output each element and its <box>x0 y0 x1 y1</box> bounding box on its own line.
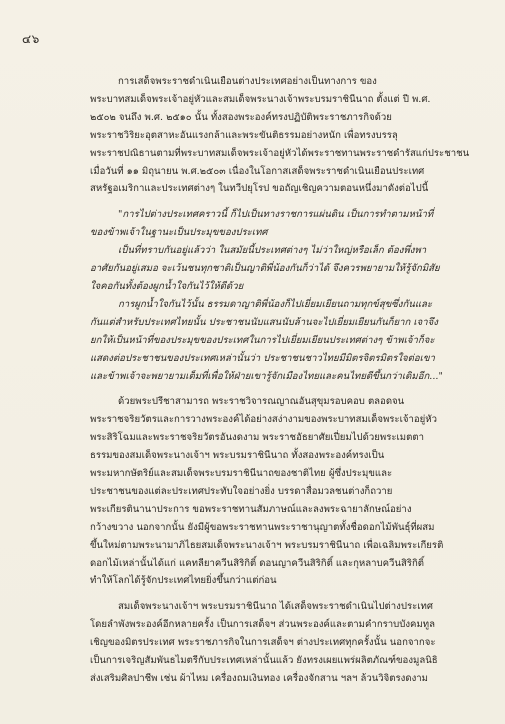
quote-line: อาศัยกันอยู่เสมอ จะเว้นชนทุกชาติเป็นญาติพี่น้องกันก็ว่าได้ จึงควรพยายามให้รู้จักมิสัย <box>90 263 440 275</box>
quote-line: เป็นที่ทราบกันอยู่แล้วว่า ในสมัยนี้ประเทศต่างๆ ไม่ว่าใหญ่หรือเล็ก ต้องพึ่งพา <box>118 245 427 257</box>
text-line: กว้างขวาง นอกจากนั้น ยังมีผู้ขอพระราชทานพระราชานุญาตทั้งชื่อดอกไม้พันธุ์ที่ผสม <box>90 521 435 533</box>
text-line: พระราชปณิธานตามที่พระบาทสมเด็จพระเจ้าอยู่หัวได้พระราชทานพระราชดำรัสแก่ประชาชน <box>90 147 470 159</box>
text-line: เชิญของมิตรประเทศ พระราชภารกิจในการเสด็จฯ ต่างประเทศทุกครั้งนั้น นอกจากจะ <box>90 637 436 649</box>
text-line: เมื่อวันที่ ๑๑ มิถุนายน พ.ศ.๒๕๐๓ เนื่องในโอกาสเสด็จพระราชดำเนินเยือนประเทศ <box>90 165 425 177</box>
page-body <box>90 73 478 688</box>
text-line: พระราชจริยวัตรและการวางพระองค์ได้อย่างสง่างามของพระบาทสมเด็จพระเจ้าอยู่หัว <box>90 414 437 426</box>
quote-line: "การไปต่างประเทศคราวนี้ ก็ไปเป็นทางราชการแผ่นดิน เป็นการทำตามหน้าที่ <box>118 209 434 221</box>
paragraph-wisdom <box>90 393 478 590</box>
paragraph-queen-visits <box>90 598 478 688</box>
text-line: ธรรมของสมเด็จพระนางเจ้าฯ พระบรมราชินีนาถ ทั้งสองพระองค์ทรงเป็น <box>90 450 385 462</box>
quote-line: และข้าพเจ้าจะพยายามเต็มที่เพื่อให้ฝ่ายเขารู้จักเมืองไทยและคนไทยดีขึ้นกว่าเดิมอีก..." <box>90 370 443 382</box>
text-line: โดยลำพังพระองค์อีกหลายครั้ง เป็นการเสด็จฯ ส่วนพระองค์และตามคำกราบบังคมทูล <box>90 619 435 631</box>
quote-line: การผูกน้ำใจกันไว้นั้น ธรรมดาญาติพี่น้องก็ไปเยี่ยมเยียนถามทุกข์สุขซึ่งกันและ <box>118 298 433 310</box>
text-line: ส่งเสริมศิลปาชีพ เช่น ผ้าไหม เครื่องถมเงินทอง เครื่องจักสาน ฯลฯ ล้วนวิจิตรงดงาม <box>90 673 428 684</box>
text-line: เป็นการเจริญสัมพันธไมตรีกับประเทศเหล่านั้นแล้ว ยังทรงเผยแพร่ผลิตภัณฑ์ของมูลนิธิ <box>90 655 438 667</box>
text-line: สหรัฐอเมริกาและประเทศต่างๆ ในทวีปยุโรป ขอถัญเชิญความตอนหนึ่งมาดังต่อไปนี้ <box>90 183 429 195</box>
text-line: การเสด็จพระราชดำเนินเยือนต่างประเทศอย่างเป็นทางการ ของ <box>118 76 377 87</box>
quote-line: ของข้าพเจ้าในฐานะเป็นประมุขของประเทศ <box>90 227 268 239</box>
text-line: พระสิริโฉมและพระราชจริยวัตรอันงดงาม พระราชอัธยาศัยเปี่ยมไปด้วยพระเมตตา <box>90 432 424 444</box>
text-line: ด้วยพระปรีชาสามารถ พระราชวิจารณญาณอันสุขุมรอบคอบ ตลอดจน <box>118 396 405 408</box>
text-line: สมเด็จพระนางเจ้าฯ พระบรมราชินีนาถ ได้เสด็จพระราชดำเนินไปต่างประเทศ <box>118 601 433 613</box>
text-line: ขึ้นใหม่ตามพระนามาภิไธยสมเด็จพระนางเจ้าฯ พระบรมราชินีนาถ เพื่อเฉลิมพระเกียรติ <box>90 539 444 551</box>
royal-speech-quote <box>90 206 478 385</box>
paragraph-intro <box>90 73 478 198</box>
text-line: ประชาชนของแต่ละประเทศประทับใจอย่างยิ่ง บรรดาสื่อมวลชนต่างก็ถวาย <box>90 485 393 497</box>
page-number: ๔๖ <box>22 32 40 46</box>
text-line: ดอกไม้เหล่านั้นได้แก่ แคทลียาควีนสิริกิติ์ ดอนญาควีนสิริกิติ์ และกุหลาบควีนสิริกิติ์ <box>90 557 424 569</box>
text-line: พระเกียรตินานาประการ ขอพระราชทานสัมภาษณ์และลงพระฉายาลักษณ์อย่าง <box>90 503 412 515</box>
text-line: ทำให้โลกได้รู้จักประเทศไทยยิ่งขึ้นกว่าแต่ก่อน <box>90 575 277 587</box>
text-line: พระบาทสมเด็จพระเจ้าอยู่หัวและสมเด็จพระนางเจ้าพระบรมราชินีนาถ ตั้งแต่ ปี พ.ศ. <box>90 93 431 105</box>
text-line: พระราชวิริยะอุตสาหะอันแรงกล้าและพระขันติธรรมอย่างหนัก เพื่อทรงบรรลุ <box>90 129 398 141</box>
quote-line: ใจคอกันทั้งต้องผูกน้ำใจกันไว้ให้ดีด้วย <box>90 280 244 292</box>
text-line: ๒๕๐๒ จนถึง พ.ศ. ๒๕๑๐ นั้น ทั้งสองพระองค์ทรงปฏิบัติพระราชภารกิจด้วย <box>90 111 392 123</box>
quote-line: กันแต่สำหรับประเทศไทยนั้น ประชาชนนับแสนนับล้านจะไปเยี่ยมเยียนกันก็ยาก เจาจึง <box>90 316 438 328</box>
text-line: พระมหากษัตริย์และสมเด็จพระบรมราชินีนาถของชาติไทย ผู้ซึ่งประมุขและ <box>90 468 393 480</box>
quote-line: แสดงต่อประชาชนของประเทศเหล่านั้นว่า ประชาชนชาวไทยมีมิตรจิตรมิตรใจต่อเขา <box>90 352 435 364</box>
quote-line: ยกให้เป็นหน้าที่ของประมุขของประเทศในการไปเยี่ยมเยียนประเทศต่างๆ ข้าพเจ้าก็จะ <box>90 334 435 346</box>
